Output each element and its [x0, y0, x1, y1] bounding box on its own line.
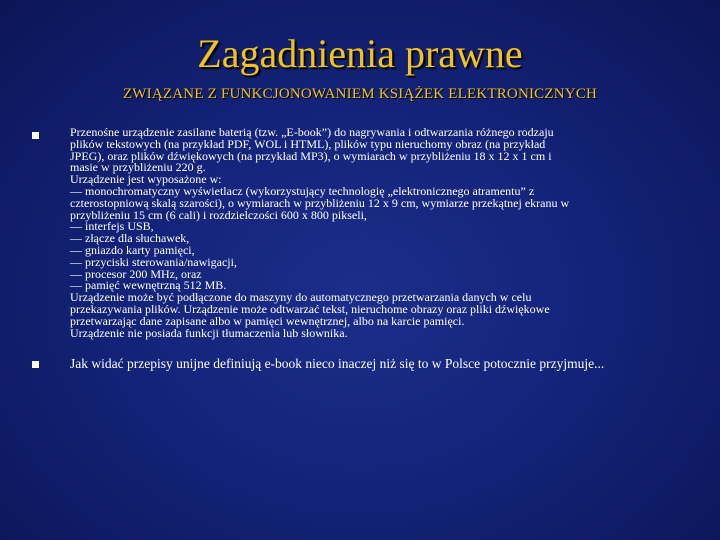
- bullet-text: [70, 127, 692, 339]
- text-line: — interfejs USB,: [70, 219, 154, 234]
- text-line: JPEG), oraz plików dźwiękowych (na przykład MP3), o wymiarach w przybliżeniu 18 x 12 x 1 cm i: [70, 148, 552, 163]
- text-line: przekazywania plików. Urządzenie może odtwarzać tekst, nieruchome obrazy oraz pliki dźwiękowe: [70, 301, 550, 316]
- bullet-text: Jak widać przepisy unijne definiują e-book nieco inaczej niż się to w Polsce potocznie przyjmuje...: [70, 356, 605, 372]
- text-line: Urządzenie nie posiada funkcji tłumaczenia lub słownika.: [70, 325, 348, 340]
- text-line: — złącze dla słuchawek,: [70, 231, 190, 246]
- bullet-item-ebook-definition: [32, 127, 692, 339]
- bullet-list: [32, 127, 692, 372]
- bullet-square-icon: [32, 132, 39, 139]
- bullet-square-icon: [32, 361, 39, 368]
- text-line: przetwarzając dane zapisane albo w pamięci wewnętrznej, albo na karcie pamięci.: [70, 313, 465, 328]
- text-line: Przenośne urządzenie zasilane baterią (tzw. „E-book”) do nagrywania i odtwarzania różnego rodzaju: [70, 125, 554, 139]
- text-line: — procesor 200 MHz, oraz: [70, 266, 202, 281]
- text-line: przybliżeniu 15 cm (6 cali) i rozdzielczości 600 x 800 pikseli,: [70, 207, 367, 222]
- text-line: — pamięć wewnętrzną 512 MB.: [70, 278, 227, 293]
- bullet-item-conclusion: [32, 356, 692, 372]
- text-line: Urządzenie jest wyposażone w:: [70, 172, 222, 187]
- text-line: masie w przybliżeniu 220 g.: [70, 160, 206, 175]
- text-line: — przyciski sterowania/nawigacji,: [70, 254, 237, 269]
- slide-title: Zagadnienia prawne: [197, 31, 523, 76]
- text-line: plików tekstowych (na przykład PDF, WOL i HTML), plików typu nieruchomy obraz (na przykład: [70, 136, 546, 151]
- slide-subtitle: ZWIĄZANE Z FUNKCJONOWANIEM KSIĄŻEK ELEKTRONICZNYCH: [122, 86, 598, 102]
- text-line: Urządzenie może być podłączone do maszyny do automatycznego przetwarzania danych w celu: [70, 290, 532, 305]
- text-line: — gniazdo karty pamięci,: [70, 242, 195, 257]
- text-line: — monochromatyczny wyświetlacz (wykorzystujący technologię „elektronicznego atramentu” z: [70, 183, 535, 198]
- text-line: czterostopniową skalą szarości), o wymiarach w przybliżeniu 12 x 9 cm, wymiarze przekątnej ekranu w: [70, 195, 570, 210]
